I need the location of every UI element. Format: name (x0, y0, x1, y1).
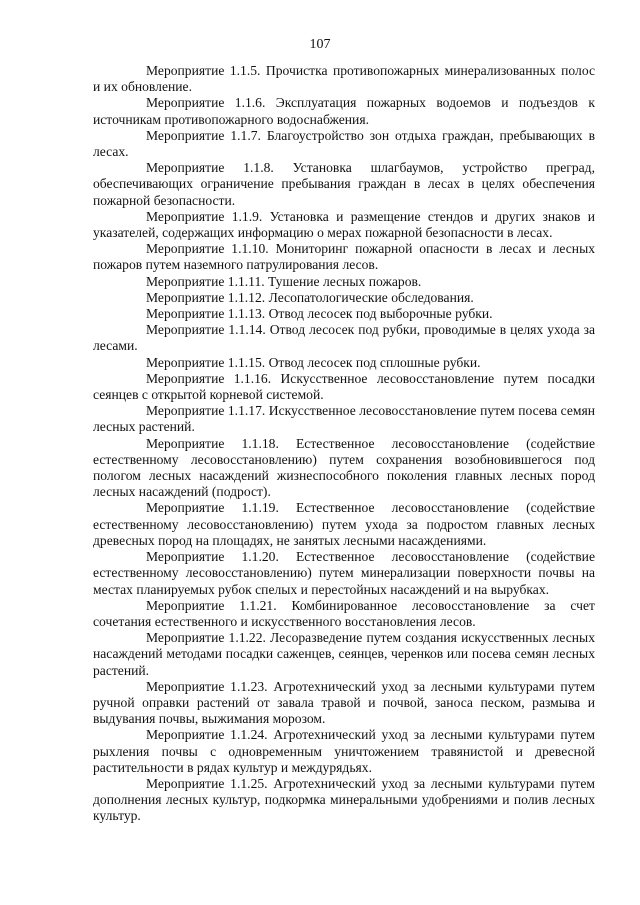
paragraph-measure-1-1-19: Мероприятие 1.1.19. Естественное лесовосстановление (содействие естественному лесовосстановлению) путем ухода за подростом главных лесных древесных пород на площадях, не занятых лесными насаждениями. (93, 500, 595, 548)
paragraph-measure-1-1-10: Мероприятие 1.1.10. Мониторинг пожарной опасности в лесах и лесных пожаров путем наземного патрулирования лесов. (93, 241, 595, 273)
paragraph-measure-1-1-18: Мероприятие 1.1.18. Естественное лесовосстановление (содействие естественному лесовосстановлению) путем сохранения возобновившегося под пологом лесных насаждений жизнеспособного поколения главных лесных пород лесных насаждений (подрост). (93, 435, 595, 500)
paragraph-measure-1-1-20: Мероприятие 1.1.20. Естественное лесовосстановление (содействие естественному лесовосстановлению) путем минерализации поверхности почвы на местах планируемых рубок спелых и перестойных насаждений и на вырубках. (93, 549, 595, 597)
document-body (93, 63, 595, 825)
paragraph-measure-1-1-5: Мероприятие 1.1.5. Прочистка противопожарных минерализованных полос и их обновление. (93, 63, 595, 95)
paragraph-measure-1-1-17: Мероприятие 1.1.17. Искусственное лесовосстановление путем посева семян лесных растений. (93, 403, 595, 435)
paragraph-measure-1-1-11: Мероприятие 1.1.11. Тушение лесных пожаров. (146, 273, 422, 289)
paragraph-measure-1-1-24: Мероприятие 1.1.24. Агротехнический уход за лесными культурами путем рыхления почвы с одновременным уничтожением травянистой и древесной растительности в рядах культур и междурядьях. (93, 727, 595, 775)
paragraph-measure-1-1-16: Мероприятие 1.1.16. Искусственное лесовосстановление путем посадки сеянцев с открытой корневой системой. (93, 370, 595, 403)
paragraph-measure-1-1-9: Мероприятие 1.1.9. Установка и размещение стендов и других знаков и указателей, содержащих информацию о мерах пожарной безопасности в лесах. (93, 208, 595, 241)
paragraph-measure-1-1-23: Мероприятие 1.1.23. Агротехнический уход за лесными культурами путем ручной оправки растений от завала травой и почвой, заноса песком, размыва и выдувания почвы, выжимания морозом. (93, 678, 595, 727)
paragraph-measure-1-1-14: Мероприятие 1.1.14. Отвод лесосек под рубки, проводимые в целях ухода за лесами. (93, 322, 595, 354)
paragraph-measure-1-1-8: Мероприятие 1.1.8. Установка шлагбаумов, устройство преград, обеспечивающих ограничение пребывания граждан в лесах в целях обеспечения пожарной безопасности. (93, 160, 595, 208)
page-number: 107 (309, 37, 331, 52)
paragraph-measure-1-1-25: Мероприятие 1.1.25. Агротехнический уход за лесными культурами путем дополнения лесных культур, подкормка минеральными удобрениями и полив лесных культур. (93, 775, 595, 824)
paragraph-measure-1-1-22: Мероприятие 1.1.22. Лесоразведение путем создания искусственных лесных насаждений методами посадки саженцев, сеянцев, черенков или посева семян лесных растений. (93, 630, 595, 678)
paragraph-measure-1-1-13: Мероприятие 1.1.13. Отвод лесосек под выборочные рубки. (146, 306, 493, 322)
paragraph-measure-1-1-6: Мероприятие 1.1.6. Эксплуатация пожарных водоемов и подъездов к источникам противопожарного водоснабжения. (93, 95, 595, 127)
paragraph-measure-1-1-12: Мероприятие 1.1.12. Лесопатологические обследования. (146, 289, 474, 305)
paragraph-measure-1-1-15: Мероприятие 1.1.15. Отвод лесосек под сплошные рубки. (146, 354, 481, 370)
paragraph-measure-1-1-7: Мероприятие 1.1.7. Благоустройство зон отдыха граждан, пребывающих в лесах. (93, 127, 595, 160)
paragraph-measure-1-1-21: Мероприятие 1.1.21. Комбинированное лесовосстановление за счет сочетания естественного и искусственного восстановления лесов. (93, 597, 595, 629)
